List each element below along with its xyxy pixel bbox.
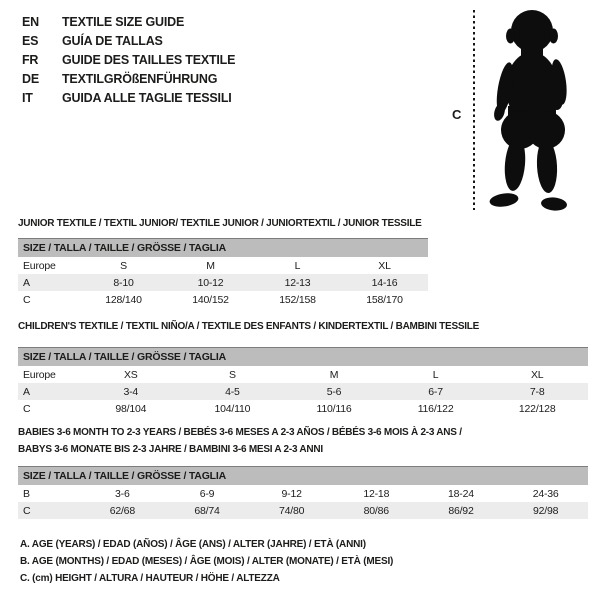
- legend-age-months: B. AGE (MONTHS) / EDAD (MESES) / ÂGE (MOIS) / ALTER (MONATE) / ETÀ (MESI): [20, 556, 394, 567]
- table-cell: 128/140: [105, 293, 142, 306]
- table-cell: 74/80: [249, 502, 334, 519]
- language-row-fr: [22, 50, 235, 69]
- table-cell: 68/74: [165, 502, 250, 519]
- table-cell: 158/170: [366, 293, 403, 306]
- legend: [20, 536, 393, 587]
- table-cell: 86/92: [419, 502, 504, 519]
- table-row: [18, 485, 588, 502]
- children-size-table: [18, 347, 588, 417]
- language-code: DE: [22, 71, 39, 86]
- table-cell: S: [120, 259, 127, 272]
- table-cell: S: [228, 368, 236, 381]
- table-cell: Europe: [23, 259, 56, 272]
- table-row: [18, 400, 588, 417]
- table-cell: XL: [378, 259, 391, 272]
- table-cell: 62/68: [80, 502, 165, 519]
- language-code: EN: [22, 14, 39, 29]
- size-header-bar: SIZE / TALLA / TAILLE / GRÖSSE / TAGLIA: [18, 239, 428, 258]
- table-cell: A: [18, 383, 80, 400]
- table-cell: 80/86: [334, 502, 419, 519]
- language-code: FR: [22, 52, 39, 67]
- junior-table-title: JUNIOR TEXTILE / TEXTIL JUNIOR/ TEXTILE JUNIOR / JUNIORTEXTIL / JUNIOR TESSILE: [18, 218, 422, 229]
- language-title: TEXTILE SIZE GUIDE: [62, 14, 185, 29]
- table-cell: 3-6: [115, 487, 130, 500]
- language-title: GUIDA ALLE TAGLIE TESSILI: [62, 90, 232, 105]
- legend-age-years: A. AGE (YEARS) / EDAD (AÑOS) / ÂGE (ANS) / ALTER (JAHRE) / ETÀ (ANNI): [20, 539, 366, 550]
- table-cell: 5-6: [283, 383, 385, 400]
- table-cell: 14-16: [341, 274, 428, 291]
- height-measure-label: C: [452, 107, 462, 122]
- table-cell: C: [23, 293, 31, 306]
- table-cell: A: [18, 274, 80, 291]
- table-cell: C: [23, 402, 31, 415]
- table-cell: 10-12: [167, 274, 254, 291]
- legend-height-cm: C. (cm) HEIGHT / ALTURA / HAUTEUR / HÖHE / ALTEZZA: [20, 573, 280, 584]
- table-cell: 8-10: [80, 274, 167, 291]
- table-cell: 92/98: [503, 502, 588, 519]
- table-cell: 110/116: [316, 402, 352, 415]
- language-title: TEXTILGRÖßENFÜHRUNG: [62, 71, 218, 86]
- table-cell: 12-18: [363, 487, 390, 500]
- table-cell: L: [432, 368, 439, 381]
- table-row: [18, 366, 588, 383]
- junior-size-table: [18, 238, 428, 308]
- table-cell: 122/128: [518, 402, 556, 415]
- table-cell: C: [18, 502, 80, 519]
- table-cell: 6-9: [199, 487, 215, 500]
- language-row-de: [22, 69, 235, 88]
- babies-size-table: [18, 466, 588, 519]
- language-row-en: [22, 12, 235, 31]
- height-figure: [440, 6, 595, 216]
- table-cell: Europe: [23, 368, 56, 381]
- language-code: IT: [22, 90, 33, 105]
- table-cell: L: [294, 259, 301, 272]
- table-cell: 152/158: [279, 293, 316, 306]
- language-row-it: [22, 88, 235, 107]
- height-measure-line: [473, 10, 475, 210]
- size-header-bar: SIZE / TALLA / TAILLE / GRÖSSE / TAGLIA: [18, 348, 588, 367]
- table-cell: 98/104: [115, 402, 147, 415]
- table-cell: 9-12: [281, 487, 302, 500]
- table-row: [18, 257, 428, 274]
- table-cell: 12-13: [254, 274, 341, 291]
- table-cell: B: [23, 487, 30, 500]
- table-cell: 104/110: [214, 402, 251, 415]
- table-row: [18, 383, 588, 400]
- table-cell: 140/152: [192, 293, 229, 306]
- table-cell: M: [329, 368, 339, 381]
- table-cell: 116/122: [417, 402, 454, 415]
- babies-table-title-line1: BABIES 3-6 MONTH TO 2-3 YEARS / BEBÉS 3-6 MESES A 2-3 AÑOS / BÉBÉS 3-6 MOIS À 2-3 ANS /: [18, 427, 462, 438]
- table-row: [18, 291, 428, 308]
- table-cell: 3-4: [80, 383, 182, 400]
- table-cell: XS: [123, 368, 138, 381]
- toddler-silhouette-icon: [482, 6, 574, 214]
- language-title: GUÍA DE TALLAS: [62, 33, 163, 48]
- language-title: GUIDE DES TAILLES TEXTILE: [62, 52, 236, 67]
- table-row: [18, 274, 428, 291]
- table-cell: 7-8: [486, 383, 588, 400]
- table-cell: 6-7: [385, 383, 487, 400]
- table-cell: M: [206, 259, 215, 272]
- table-row: [18, 502, 588, 519]
- table-cell: 4-5: [182, 383, 284, 400]
- size-header-bar: SIZE / TALLA / TAILLE / GRÖSSE / TAGLIA: [18, 467, 588, 486]
- table-cell: 24-36: [532, 487, 559, 500]
- table-cell: XL: [530, 368, 544, 381]
- children-table-title: CHILDREN'S TEXTILE / TEXTIL NIÑO/A / TEXTILE DES ENFANTS / KINDERTEXTIL / BAMBINI TESSILE: [18, 321, 480, 332]
- language-row-es: [22, 31, 235, 50]
- language-code: ES: [22, 33, 39, 48]
- language-list: [22, 12, 235, 107]
- babies-table-title-line2: BABYS 3-6 MONATE BIS 2-3 JAHRE / BAMBINI 3-6 MESI A 2-3 ANNI: [18, 444, 323, 455]
- table-cell: 18-24: [448, 487, 474, 500]
